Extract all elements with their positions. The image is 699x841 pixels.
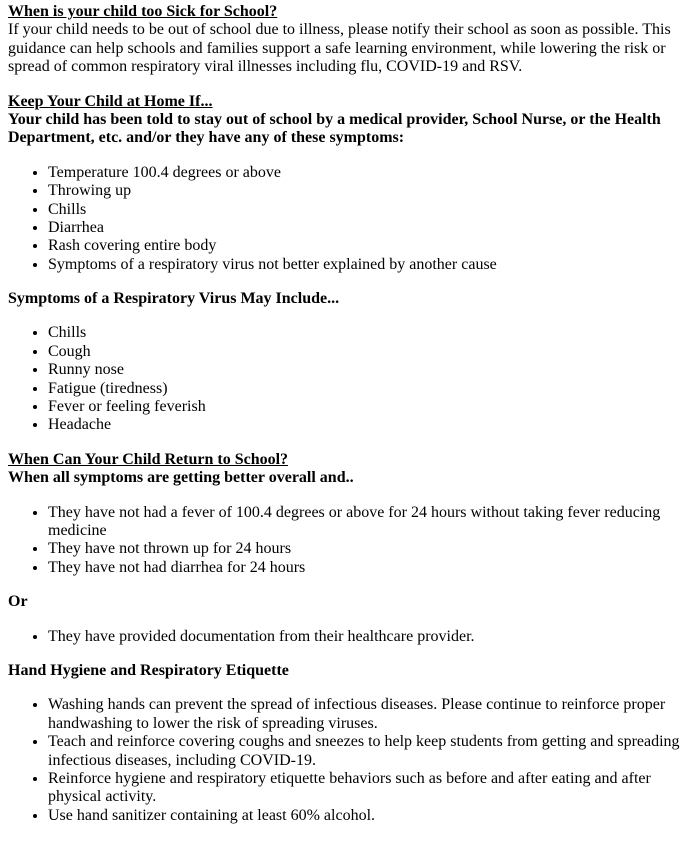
document: [8, 3, 691, 825]
list-item: • Runny nose: [48, 361, 691, 379]
keep-home-section: [8, 93, 691, 148]
list-item: • They have provided documentation from their healthcare provider.: [48, 628, 691, 646]
return-subheading: When all symptoms are getting better overall and..: [8, 469, 354, 487]
list-item: • They have not had a fever of 100.4 degrees or above for 24 hours without taking fever reducing medicine: [48, 504, 691, 541]
return-section: [8, 451, 691, 488]
list-item: • Diarrhea: [48, 219, 691, 237]
list-item: • Temperature 100.4 degrees or above: [48, 164, 691, 182]
list-item: • Chills: [48, 324, 691, 342]
list-item: • Teach and reinforce covering coughs and sneezes to help keep students from getting and spreading infectious diseases, including COVID-19.: [48, 733, 691, 770]
list-item: • Cough: [48, 343, 691, 361]
list-item: • Reinforce hygiene and respiratory etiquette behaviors such as before and after eating and after physical activity.: [48, 770, 691, 807]
list-item: • Fatigue (tiredness): [48, 380, 691, 398]
return-heading: When Can Your Child Return to School?: [8, 450, 289, 468]
or-label: Or: [8, 593, 28, 611]
return-alternative-list: [8, 628, 691, 646]
list-item: • Symptoms of a respiratory virus not better explained by another cause: [48, 256, 691, 274]
respiratory-symptoms-heading: Symptoms of a Respiratory Virus May Include...: [8, 290, 340, 308]
keep-home-heading: Keep Your Child at Home If...: [8, 92, 213, 110]
intro-heading: When is your child too Sick for School?: [8, 3, 278, 20]
list-item: • Headache: [48, 416, 691, 434]
list-item: • They have not thrown up for 24 hours: [48, 540, 691, 558]
list-item: • Rash covering entire body: [48, 237, 691, 255]
list-item: • Fever or feeling feverish: [48, 398, 691, 416]
list-item: • They have not had diarrhea for 24 hours: [48, 559, 691, 577]
intro-body: If your child needs to be out of school due to illness, please notify their school as soon as possible. This guidance can help schools and families support a safe learning environment, while lowering the risk or spread of common respiratory viral illnesses including flu, COVID-19 and RSV.: [8, 21, 671, 76]
list-item: • Washing hands can prevent the spread of infectious diseases. Please continue to reinforce proper handwashing to lower the risk of spreading viruses.: [48, 696, 691, 733]
list-item: • Chills: [48, 201, 691, 219]
keep-home-symptom-list: [8, 164, 691, 274]
return-criteria-list: [8, 504, 691, 578]
list-item: • Throwing up: [48, 182, 691, 200]
intro-section: [8, 3, 691, 77]
hygiene-list: [8, 696, 691, 825]
keep-home-body: Your child has been told to stay out of school by a medical provider, School Nurse, or the Health Department, etc. and/or they have any of these symptoms:: [8, 110, 661, 147]
hygiene-heading: Hand Hygiene and Respiratory Etiquette: [8, 661, 289, 679]
respiratory-symptom-list: [8, 324, 691, 434]
list-item: • Use hand sanitizer containing at least 60% alcohol.: [48, 807, 691, 825]
